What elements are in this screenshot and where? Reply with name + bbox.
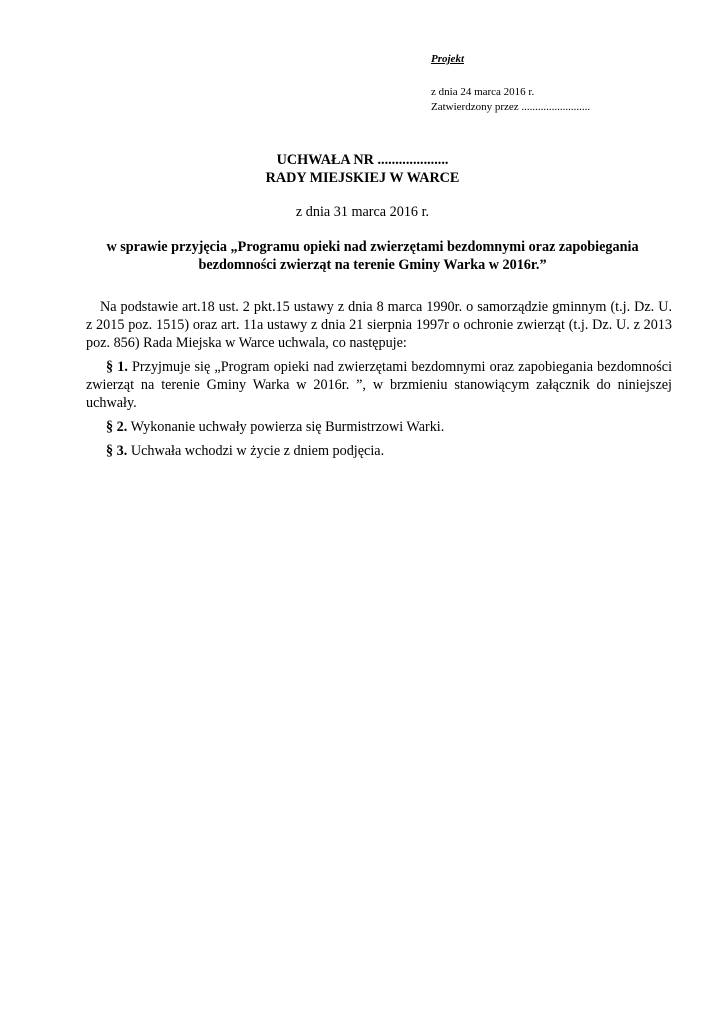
section-1-number: § 1. — [106, 359, 128, 375]
project-date-line: z dnia 24 marca 2016 r. — [431, 86, 535, 98]
council-name: RADY MIEJSKIEJ W WARCE — [265, 170, 460, 186]
subject-line-1: w sprawie przyjęcia „Programu opieki nad zwierzętami bezdomnymi oraz zapobiegania — [106, 239, 639, 255]
preamble: Na podstawie art.18 ust. 2 pkt.15 ustawy z dnia 8 marca 1990r. o samorządzie gminnym (t.j. Dz. U. z 2015 poz. 1515) oraz art. 11a ustawy z dnia 21 sierpnia 1997r o ochronie zwierząt (t.j. Dz. U. z 2013 poz. 856) Rada Miejska w Warce uchwala, co następuje: — [86, 299, 672, 351]
resolution-subject — [60, 238, 685, 274]
resolution-number: UCHWAŁA NR .................... — [276, 152, 449, 168]
project-note — [431, 52, 590, 115]
subject-line-2: bezdomności zwierząt na terenie Gminy Warka w 2016r.” — [198, 257, 547, 273]
section-2 — [86, 418, 672, 436]
section-3-number: § 3. — [106, 443, 128, 459]
section-3-text: Uchwała wchodzi w życie z dniem podjęcia. — [130, 443, 385, 459]
resolution-date: z dnia 31 marca 2016 r. — [295, 204, 430, 220]
resolution-body — [86, 298, 672, 466]
section-1-text: Przyjmuje się „Program opieki nad zwierzętami bezdomnymi oraz zapobiegania bezdomności zwierząt na terenie Gminy Warka w 2016r. ”, w brzmieniu stanowiącym załącznik do niniejszej uchwały. — [86, 359, 673, 411]
section-2-number: § 2. — [106, 419, 128, 435]
project-label: Projekt — [431, 53, 464, 65]
section-1 — [86, 358, 672, 412]
section-3 — [86, 442, 672, 460]
section-2-text: Wykonanie uchwały powierza się Burmistrzowi Warki. — [130, 419, 445, 435]
resolution-heading — [0, 151, 725, 187]
project-approved-line: Zatwierdzony przez ......................... — [431, 101, 591, 113]
